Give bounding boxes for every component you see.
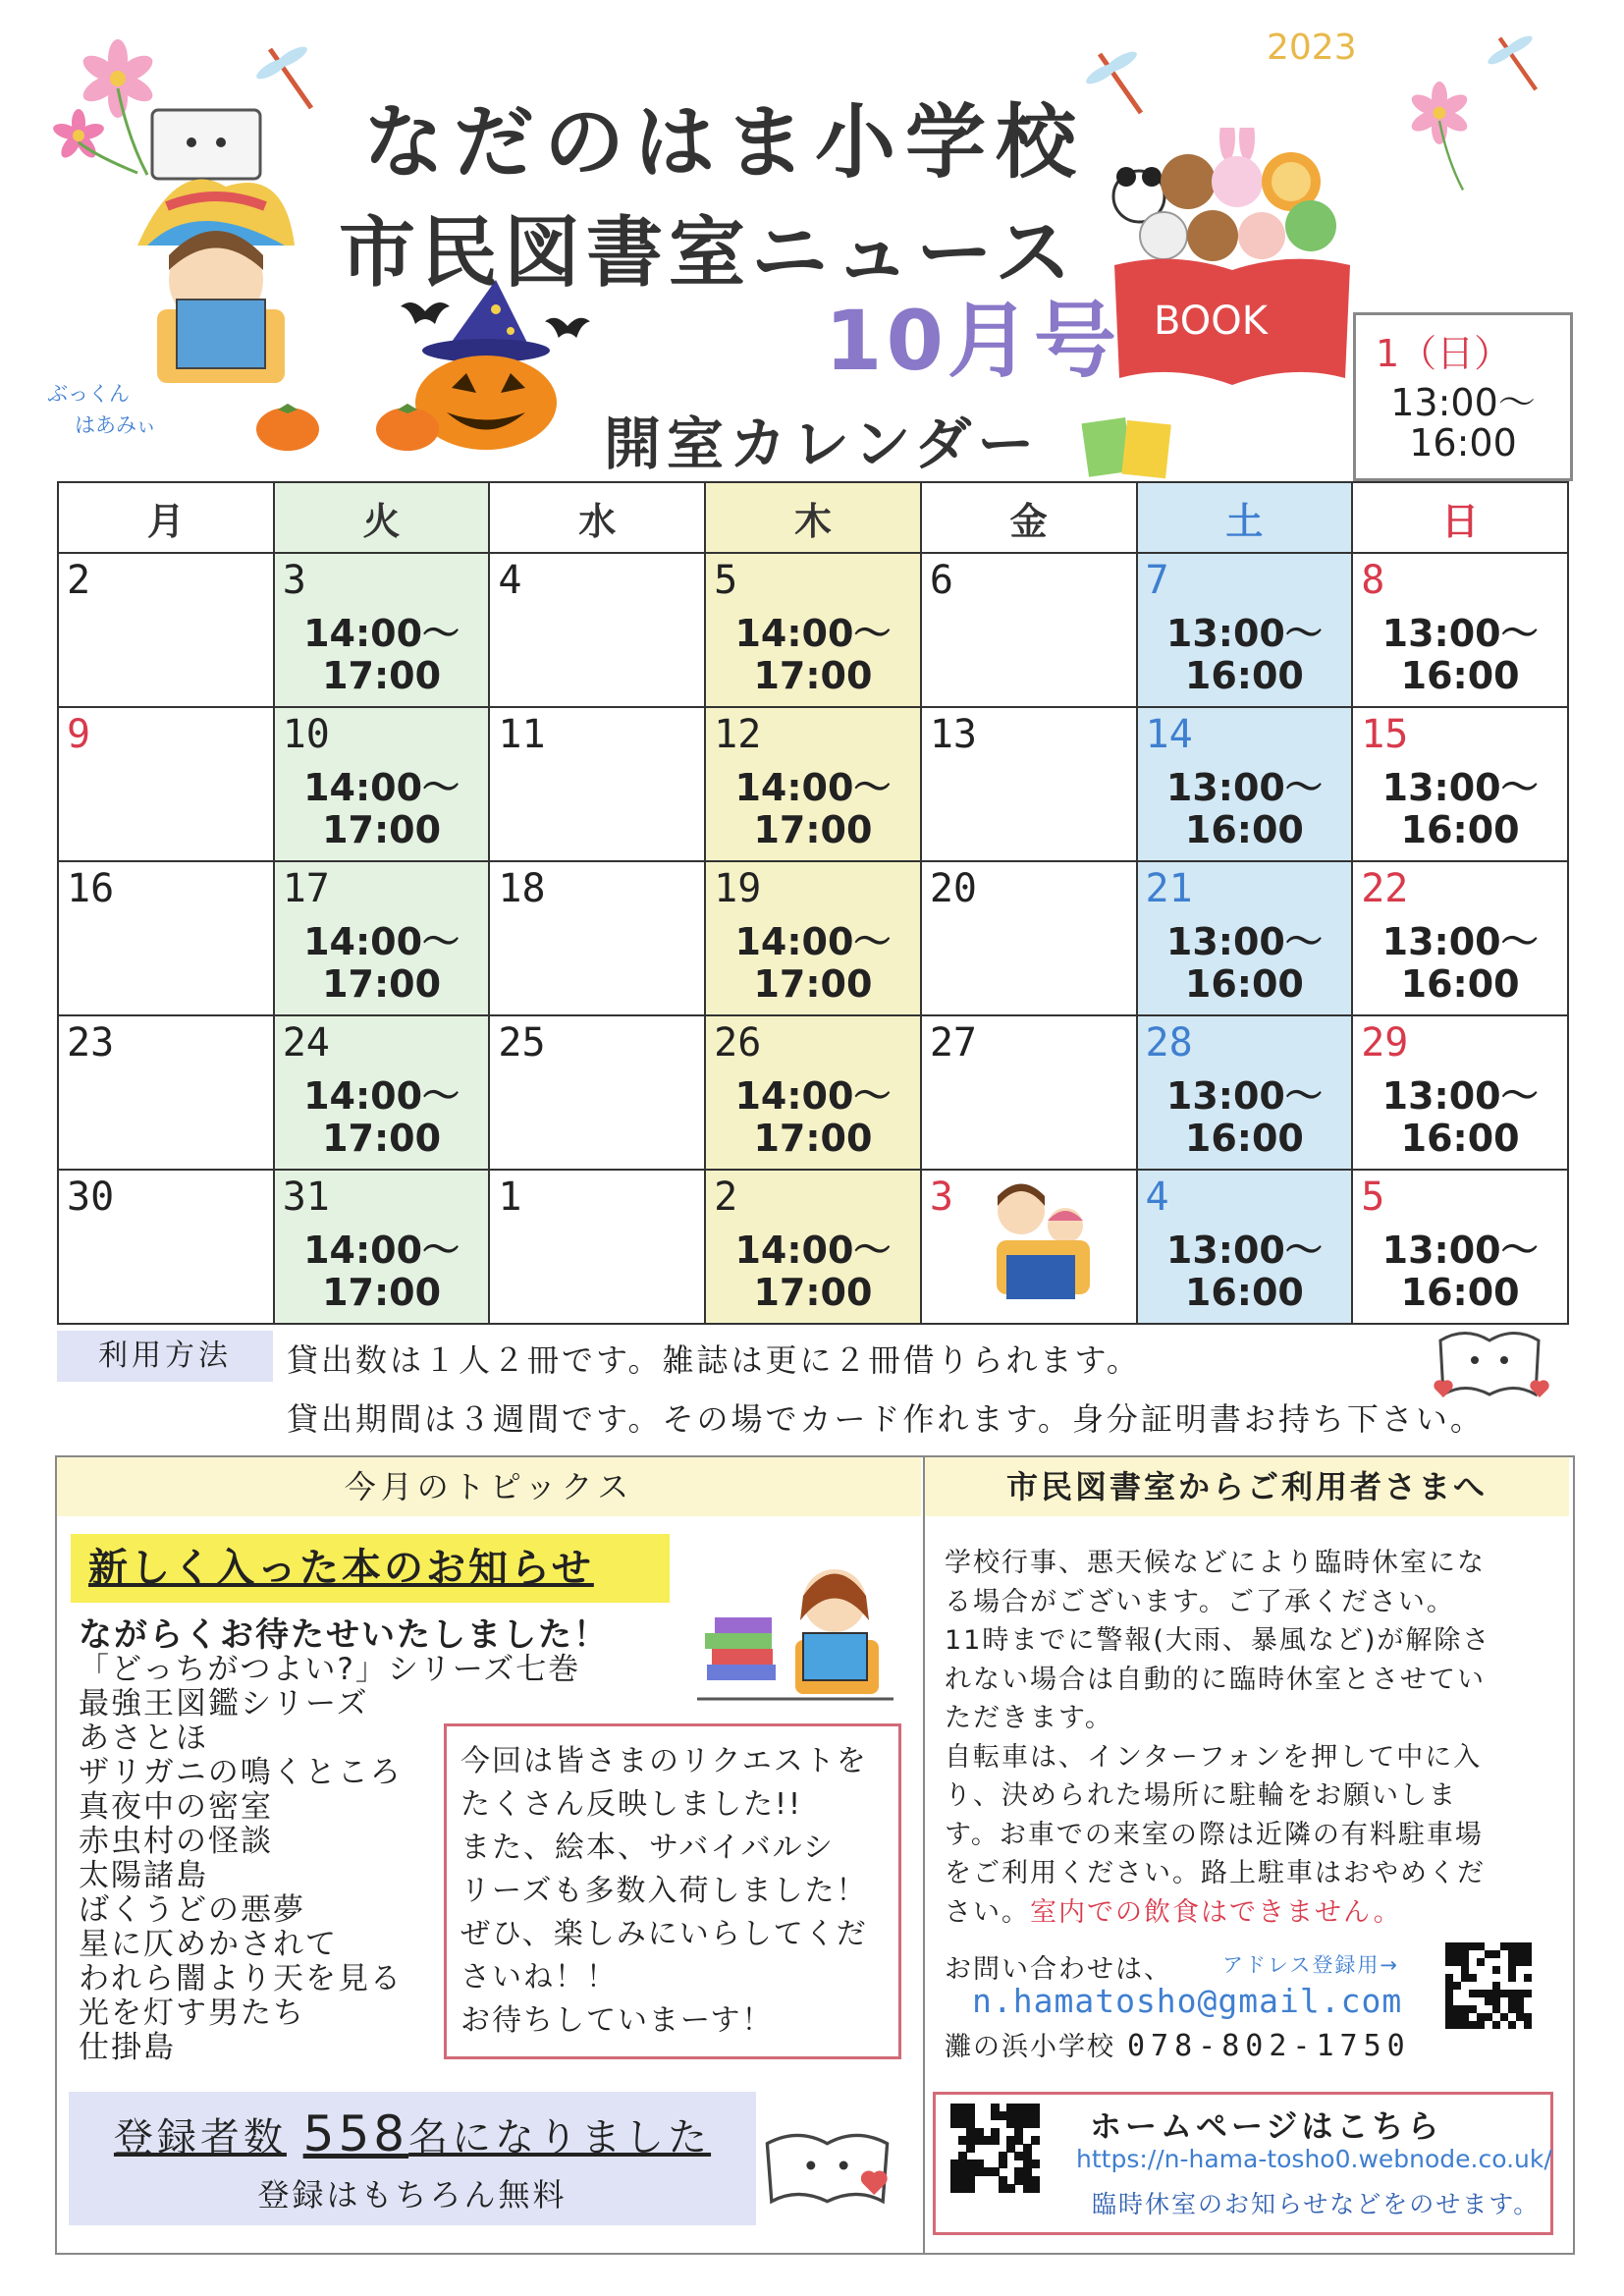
open-time-end: 16:00 — [1400, 654, 1520, 697]
calendar-week-row — [58, 861, 1568, 1015]
year: 2023 — [1267, 27, 1357, 68]
open-time-end: 16:00 — [1184, 808, 1304, 851]
calendar-day-cell — [489, 707, 705, 861]
persimmon-icon — [253, 398, 322, 452]
weekday-sun: 日 — [1352, 482, 1568, 553]
calendar-day-cell — [1137, 553, 1353, 707]
calendar-day-cell — [274, 861, 490, 1015]
registration-pre: 登録者数 — [113, 2115, 287, 2160]
open-time-start: 14:00～ — [303, 1074, 460, 1118]
contact-email[interactable]: n.hamatosho@gmail.com — [972, 1982, 1403, 2020]
open-time-end: 16:00 — [1400, 962, 1520, 1006]
open-time-start: 14:00～ — [303, 920, 460, 963]
day-number: 6 — [929, 558, 953, 603]
weekday-mon: 月 — [58, 482, 274, 553]
book-title: ばくうどの悪夢 — [79, 1892, 305, 1928]
open-time-start: 14:00～ — [734, 1229, 892, 1272]
day-number: 7 — [1145, 558, 1169, 603]
calendar-day-cell — [1137, 1170, 1353, 1324]
open-time-start: 14:00～ — [734, 766, 892, 809]
day-number: 14 — [1145, 712, 1193, 757]
calendar-day-cell — [274, 553, 490, 707]
day-number: 28 — [1145, 1020, 1193, 1066]
new-books-title: 新しく入った本のお知らせ — [71, 1534, 670, 1603]
contact-label: お問い合わせは、 — [945, 1954, 1172, 1985]
day-number: 4 — [1145, 1175, 1169, 1220]
notebooks-icon — [1080, 410, 1178, 479]
calendar-day-cell — [1352, 861, 1568, 1015]
day-number: 29 — [1361, 1020, 1409, 1066]
book-title: 「どっちがつよい?」シリーズ七巻 — [79, 1652, 581, 1687]
notice-line: れない場合は自動的に臨時休室とさせてい — [945, 1664, 1486, 1695]
issue-label: 10月号 — [825, 293, 1120, 389]
message-line: さいね！！ — [460, 1960, 618, 1995]
notice-header: 市民図書室からご利用者さまへ — [925, 1457, 1569, 1516]
notice-line: ただきます。 — [945, 1703, 1113, 1733]
notice-last-pre: さい。 — [945, 1896, 1030, 1928]
open-time-start: 13:00～ — [1381, 766, 1539, 809]
calendar-day-cell — [58, 1170, 274, 1324]
open-time-end: 16:00 — [1400, 808, 1520, 851]
book-title: ザリガニの鳴くところ — [79, 1755, 403, 1790]
open-time-start: 13:00～ — [1381, 920, 1539, 963]
calendar-day-cell — [489, 1015, 705, 1170]
day-number: 3 — [929, 1175, 953, 1220]
open-time-start: 14:00～ — [303, 1229, 460, 1272]
book-sign: BOOK — [1154, 299, 1268, 344]
open-time-start: 13:00～ — [1165, 1229, 1323, 1272]
special-day-start: 13:00～ — [1390, 381, 1536, 424]
calendar-day-cell — [1352, 1170, 1568, 1324]
homepage-title: ホームページはこちら — [1090, 2107, 1443, 2145]
calendar-day-cell — [58, 553, 274, 707]
calendar-day-cell — [274, 1170, 490, 1324]
persimmon-icon — [373, 398, 442, 452]
open-time-end: 17:00 — [753, 962, 873, 1006]
calendar-day-cell — [58, 861, 274, 1015]
notice-line: す。お車での来室の際は近隣の有料駐車場 — [945, 1819, 1484, 1850]
homepage-note: 臨時休室のお知らせなどをのせます。 — [1092, 2190, 1541, 2218]
weekday-fri: 金 — [921, 482, 1137, 553]
open-time-start: 13:00～ — [1381, 1229, 1539, 1272]
school-phone: 078-802-1750 — [1127, 2029, 1411, 2063]
calendar-day-cell — [705, 553, 921, 707]
calendar-day-cell — [921, 861, 1137, 1015]
open-book-heart-icon — [756, 2116, 898, 2214]
calendar-day-cell — [274, 707, 490, 861]
open-time-start: 13:00～ — [1165, 612, 1323, 655]
open-time-start: 13:00～ — [1381, 612, 1539, 655]
weekday-wed: 水 — [489, 482, 705, 553]
page-title-line1: なだのはま小学校 — [363, 96, 1087, 190]
notice-line: 学校行事、悪天候などにより臨時休室にな — [945, 1548, 1486, 1578]
open-time-end: 17:00 — [322, 1271, 442, 1314]
calendar-day-cell — [921, 553, 1137, 707]
calendar-day-cell — [489, 861, 705, 1015]
calendar-day-cell — [921, 707, 1137, 861]
usage-label: 利用方法 — [57, 1331, 273, 1382]
day-number: 5 — [1361, 1175, 1385, 1220]
open-book-heart-icon — [1426, 1321, 1553, 1409]
weekday-thu: 木 — [705, 482, 921, 553]
notice-line: 11時までに警報(大雨、暴風など)が解除さ — [945, 1625, 1491, 1656]
open-time-start: 14:00～ — [734, 920, 892, 963]
book-title: 赤虫村の怪談 — [79, 1824, 273, 1859]
calendar-day-cell — [705, 861, 921, 1015]
day-number: 26 — [714, 1020, 762, 1066]
open-time-end: 17:00 — [753, 808, 873, 851]
day-number: 30 — [67, 1175, 115, 1220]
open-time-start: 13:00～ — [1381, 1074, 1539, 1118]
book-title: 仕掛島 — [79, 2030, 176, 2065]
open-time-start: 14:00～ — [303, 766, 460, 809]
calendar-day-cell — [489, 553, 705, 707]
open-time-end: 16:00 — [1400, 1271, 1520, 1314]
address-registration-label: アドレス登録用→ — [1222, 1953, 1399, 1977]
day-number: 5 — [714, 558, 738, 603]
day-number: 20 — [929, 866, 977, 911]
special-day-box — [1353, 312, 1573, 481]
homepage-url[interactable]: https://n-hama-tosho0.webnode.co.uk/ — [1076, 2145, 1552, 2173]
open-time-end: 16:00 — [1184, 654, 1304, 697]
weekday-sat: 土 — [1137, 482, 1353, 553]
book-title: 太陽諸島 — [79, 1858, 208, 1893]
book-title: 星に仄めかされて — [79, 1927, 338, 1962]
request-message-box — [444, 1723, 901, 2059]
calendar-day-cell — [1352, 707, 1568, 861]
message-line: 今回は皆さまのリクエストを — [460, 1744, 868, 1778]
day-number: 15 — [1361, 712, 1409, 757]
calendar-day-cell — [1137, 861, 1353, 1015]
day-number: 21 — [1145, 866, 1193, 911]
topics-header: 今月のトピックス — [57, 1457, 921, 1516]
open-time-start: 14:00～ — [734, 612, 892, 655]
calendar-day-cell — [489, 1170, 705, 1324]
day-number: 13 — [929, 712, 977, 757]
book-title: われら闇より天を見る — [79, 1961, 403, 1996]
day-number: 19 — [714, 866, 762, 911]
panel-divider — [923, 1455, 925, 2253]
special-day-end: 16:00 — [1409, 421, 1517, 465]
open-time-end: 16:00 — [1184, 962, 1304, 1006]
character-name-line1: ぶっくん — [47, 382, 130, 406]
animals-reading-book-icon — [1105, 128, 1360, 393]
day-number: 12 — [714, 712, 762, 757]
special-day-date: 1（日） — [1376, 332, 1512, 375]
day-number: 24 — [282, 1020, 330, 1066]
calendar-day-cell — [274, 1015, 490, 1170]
weekday-header-row — [58, 482, 1568, 553]
open-time-start: 14:00～ — [303, 612, 460, 655]
usage-line2: 貸出期間は３週間です。その場でカード作れます。身分証明書お持ち下さい。 — [287, 1400, 1485, 1438]
qr-code-icon[interactable] — [950, 2104, 1039, 2192]
day-number: 4 — [498, 558, 522, 603]
registration-count-line — [69, 2105, 756, 2162]
message-line: リーズも多数入荷しました！ — [460, 1874, 868, 1908]
day-number: 3 — [282, 558, 306, 603]
calendar-week-row — [58, 1015, 1568, 1170]
open-time-end: 17:00 — [322, 808, 442, 851]
notice-line: をご利用ください。路上駐車はおやめくだ — [945, 1858, 1486, 1888]
message-line: たくさん反映しました!! — [460, 1787, 803, 1822]
calendar-week-row — [58, 707, 1568, 861]
no-eating-notice: 室内での飲食はできません。 — [1030, 1896, 1402, 1928]
open-time-end: 16:00 — [1184, 1117, 1304, 1160]
dragonfly-icon — [1080, 44, 1159, 123]
day-number: 2 — [714, 1175, 738, 1220]
school-name: 灘の浜小学校 — [945, 2032, 1115, 2062]
qr-code-icon[interactable] — [1445, 1942, 1532, 2029]
day-number: 11 — [498, 712, 546, 757]
book-title: 真夜中の密室 — [79, 1789, 273, 1825]
school-contact — [945, 2025, 1411, 2063]
notice-line: り、決められた場所に駐輪をお願いしま — [945, 1780, 1457, 1811]
notice-last-line — [945, 1893, 1553, 1933]
calendar-day-cell — [921, 1015, 1137, 1170]
calendar-day-cell — [58, 1015, 274, 1170]
usage-line1: 貸出数は１人２冊です。雑誌は更に２冊借りられます。 — [287, 1341, 1141, 1379]
open-time-end: 16:00 — [1184, 1271, 1304, 1314]
character-name — [47, 378, 156, 441]
day-number: 31 — [282, 1175, 330, 1220]
cosmos-flower-icon — [1384, 69, 1502, 196]
open-time-end: 17:00 — [753, 1271, 873, 1314]
calendar-day-cell — [1137, 707, 1353, 861]
day-number: 1 — [498, 1175, 522, 1220]
calendar-title: 開室カレンダー — [604, 410, 1041, 477]
message-line: ぜひ、楽しみにいらしてくだ — [460, 1917, 868, 1951]
day-number: 16 — [67, 866, 115, 911]
calendar-day-cell — [1352, 553, 1568, 707]
message-line: お待ちしていまーす！ — [460, 2003, 774, 2038]
calendar-week-row — [58, 1170, 1568, 1324]
book-title: あさとほ — [79, 1721, 208, 1756]
calendar-week-row — [58, 553, 1568, 707]
character-name-line2: はあみぃ — [75, 413, 157, 437]
day-number: 27 — [929, 1020, 977, 1066]
day-number: 18 — [498, 866, 546, 911]
calendar-day-cell — [58, 707, 274, 861]
open-time-end: 17:00 — [322, 654, 442, 697]
calendar-table — [57, 481, 1569, 1325]
book-title: 光を灯す男たち — [79, 1995, 305, 2031]
open-time-end: 17:00 — [322, 1117, 442, 1160]
calendar-day-cell — [705, 1015, 921, 1170]
new-books-lead: ながらくお待たせいたしました！ — [79, 1615, 609, 1655]
calendar-day-cell — [705, 1170, 921, 1324]
day-number: 8 — [1361, 558, 1385, 603]
registration-post: 名になりました — [408, 2115, 712, 2160]
weekday-tue: 火 — [274, 482, 490, 553]
open-time-start: 13:00～ — [1165, 1074, 1323, 1118]
open-time-start: 13:00～ — [1165, 920, 1323, 963]
open-time-end: 17:00 — [753, 1117, 873, 1160]
registration-note: 登録はもちろん無料 — [257, 2176, 568, 2214]
day-number: 10 — [282, 712, 330, 757]
open-time-end: 16:00 — [1400, 1117, 1520, 1160]
calendar-day-cell — [705, 707, 921, 861]
notice-line: る場合がございます。ご了承ください。 — [945, 1586, 1455, 1617]
open-time-end: 17:00 — [322, 962, 442, 1006]
registration-box — [69, 2092, 756, 2225]
registration-count: 558 — [302, 2105, 409, 2162]
day-number: 23 — [67, 1020, 115, 1066]
girl-reading-icon — [697, 1557, 893, 1714]
message-line: また、絵本、サバイバルシ — [460, 1831, 835, 1865]
calendar-day-cell — [1137, 1015, 1353, 1170]
page-title-line2: 市民図書室ニュース — [339, 209, 1078, 298]
witch-hat-child-icon — [118, 98, 314, 383]
book-title: 最強王図鑑シリーズ — [79, 1686, 369, 1722]
notice-line: 自転車は、インターフォンを押して中に入 — [945, 1741, 1483, 1773]
open-time-end: 17:00 — [753, 654, 873, 697]
notice-text — [945, 1544, 1553, 1932]
open-time-start: 14:00～ — [734, 1074, 892, 1118]
day-number: 22 — [1361, 866, 1409, 911]
day-number: 2 — [67, 558, 91, 603]
day-number: 9 — [67, 712, 91, 757]
open-time-start: 13:00～ — [1165, 766, 1323, 809]
day-number: 25 — [498, 1020, 546, 1066]
day-number: 17 — [282, 866, 330, 911]
mother-child-reading-icon — [982, 1176, 1100, 1304]
calendar-day-cell — [1352, 1015, 1568, 1170]
